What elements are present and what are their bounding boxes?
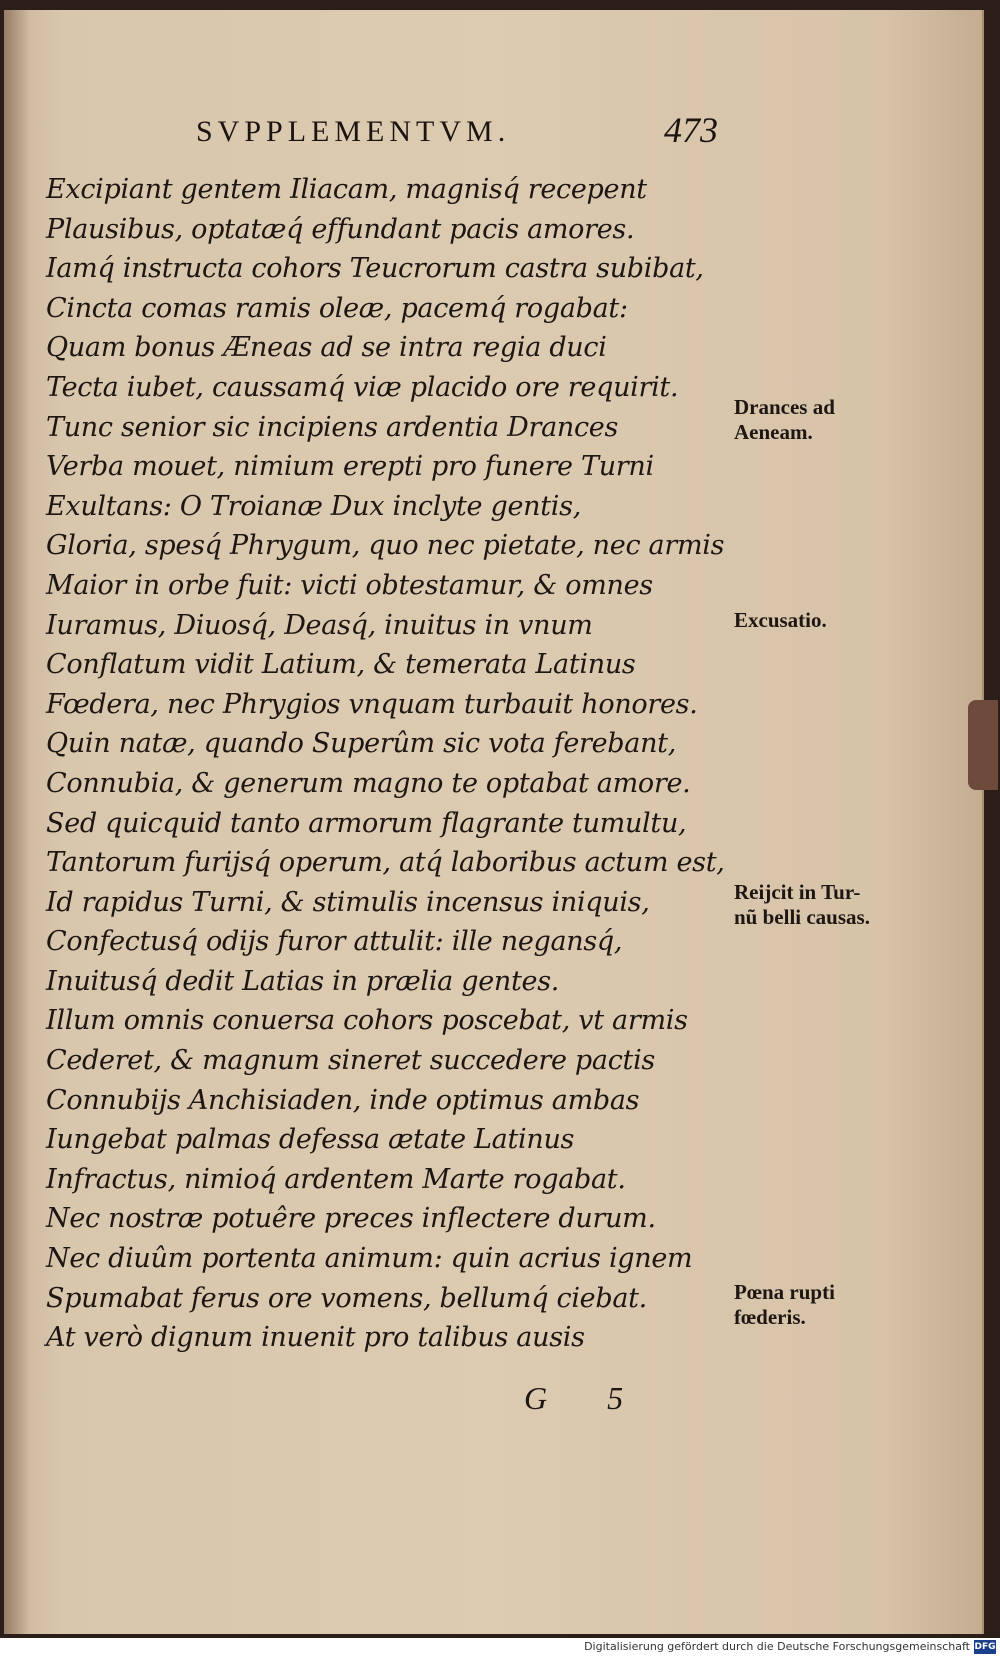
verse-line: Id rapidus Turni, & stimulis incensus iniquis,	[46, 886, 650, 918]
verse-line: Illum omnis conuersa cohors poscebat, vt armis	[46, 1005, 688, 1037]
verse-line: Tantorum furijsq́ operum, atq́ laboribus actum est,	[46, 847, 725, 879]
verse-line: Maior in orbe fuit: victi obtestamur, & omnes	[46, 569, 653, 601]
margin-note-line: Reijcit in Tur-	[734, 880, 861, 904]
verse-line: Cincta comas ramis oleæ, pacemq́ rogabat:	[46, 292, 628, 324]
verse-line: Confectusq́ odijs furor attulit: ille negansq́,	[46, 926, 623, 958]
book-leaf	[4, 10, 984, 1634]
spine-shadow	[4, 10, 30, 1634]
verse-line: Connubia, & generum magno te optabat amore.	[46, 767, 691, 799]
verse-line: At verò dignum inuenit pro talibus ausis	[46, 1322, 585, 1354]
verse-line: Quin natæ, quando Superûm sic vota ferebant,	[46, 728, 677, 760]
verse-line: Fœdera, nec Phrygios vnquam turbauit honores.	[46, 688, 698, 720]
verse-line: Iuramus, Diuosq́, Deasq́, inuitus in vnum	[46, 609, 593, 641]
margin-note	[734, 395, 894, 445]
verse-line: Infractus, nimioq́ ardentem Marte rogabat.	[46, 1163, 626, 1195]
verse-line: Plausibus, optatæq́ effundant pacis amores.	[46, 213, 635, 245]
margin-note-line: fœderis.	[734, 1305, 806, 1329]
page-header	[4, 110, 982, 155]
verse-line: Nec nostræ potuêre preces inflectere durum.	[46, 1203, 656, 1235]
verse-line: Quam bonus Æneas ad se intra regia duci	[46, 332, 607, 364]
verse-line: Cederet, & magnum sineret succedere pactis	[46, 1045, 655, 1077]
signature-mark: G 5	[524, 1380, 650, 1416]
verse-line: Iungebat palmas defessa ætate Latinus	[46, 1124, 575, 1156]
verse-line: Gloria, spesq́ Phrygum, quo nec pietate, nec armis	[46, 530, 725, 562]
margin-note	[734, 880, 894, 930]
verse-line: Tecta iubet, caussamq́ viæ placido ore requirit.	[46, 371, 679, 403]
footer-credit: Digitalisierung gefördert durch die Deutsche Forschungsgemeinschaft	[584, 1640, 970, 1653]
verse-line: Nec diuûm portenta animum: quin acrius ignem	[46, 1243, 693, 1275]
running-head: SVPPLEMENTVM.	[196, 115, 511, 148]
dfg-logo: DFG	[974, 1642, 996, 1652]
margin-note-line: Pœna rupti	[734, 1280, 835, 1304]
verse-line: Iamq́ instructa cohors Teucrorum castra subibat,	[46, 253, 704, 285]
verse-line: Spumabat ferus ore vomens, bellumq́ ciebat.	[46, 1282, 647, 1314]
verse-line: Connubijs Anchisiaden, inde optimus ambas	[46, 1084, 640, 1116]
verse-line: Excipiant gentem Iliacam, magnisq́ recepent	[46, 174, 647, 205]
margin-note	[734, 608, 894, 633]
verse-line: Exultans: O Troianæ Dux inclyte gentis,	[46, 490, 581, 522]
margin-note-line: Aeneam.	[734, 420, 813, 444]
margin-note-line: Excusatio.	[734, 608, 827, 632]
margin-note-line: Drances ad	[734, 395, 835, 419]
verse-block	[46, 170, 726, 1358]
verse-line: Tunc senior sic incipiens ardentia Drances	[46, 411, 619, 443]
verse-line: Inuitusq́ dedit Latias in prælia gentes.	[46, 965, 560, 997]
verse-line: Verba mouet, nimium erepti pro funere Turni	[46, 451, 654, 483]
book-tab	[968, 700, 998, 790]
page-number: 473	[664, 110, 718, 150]
verse-line: Conflatum vidit Latium, & temerata Latinus	[46, 649, 636, 681]
verse-line: Sed quicquid tanto armorum flagrante tumultu,	[46, 807, 687, 839]
margin-note-line: nũ belli causas.	[734, 905, 870, 929]
digitization-footer	[0, 1638, 1000, 1658]
margin-note	[734, 1280, 894, 1330]
